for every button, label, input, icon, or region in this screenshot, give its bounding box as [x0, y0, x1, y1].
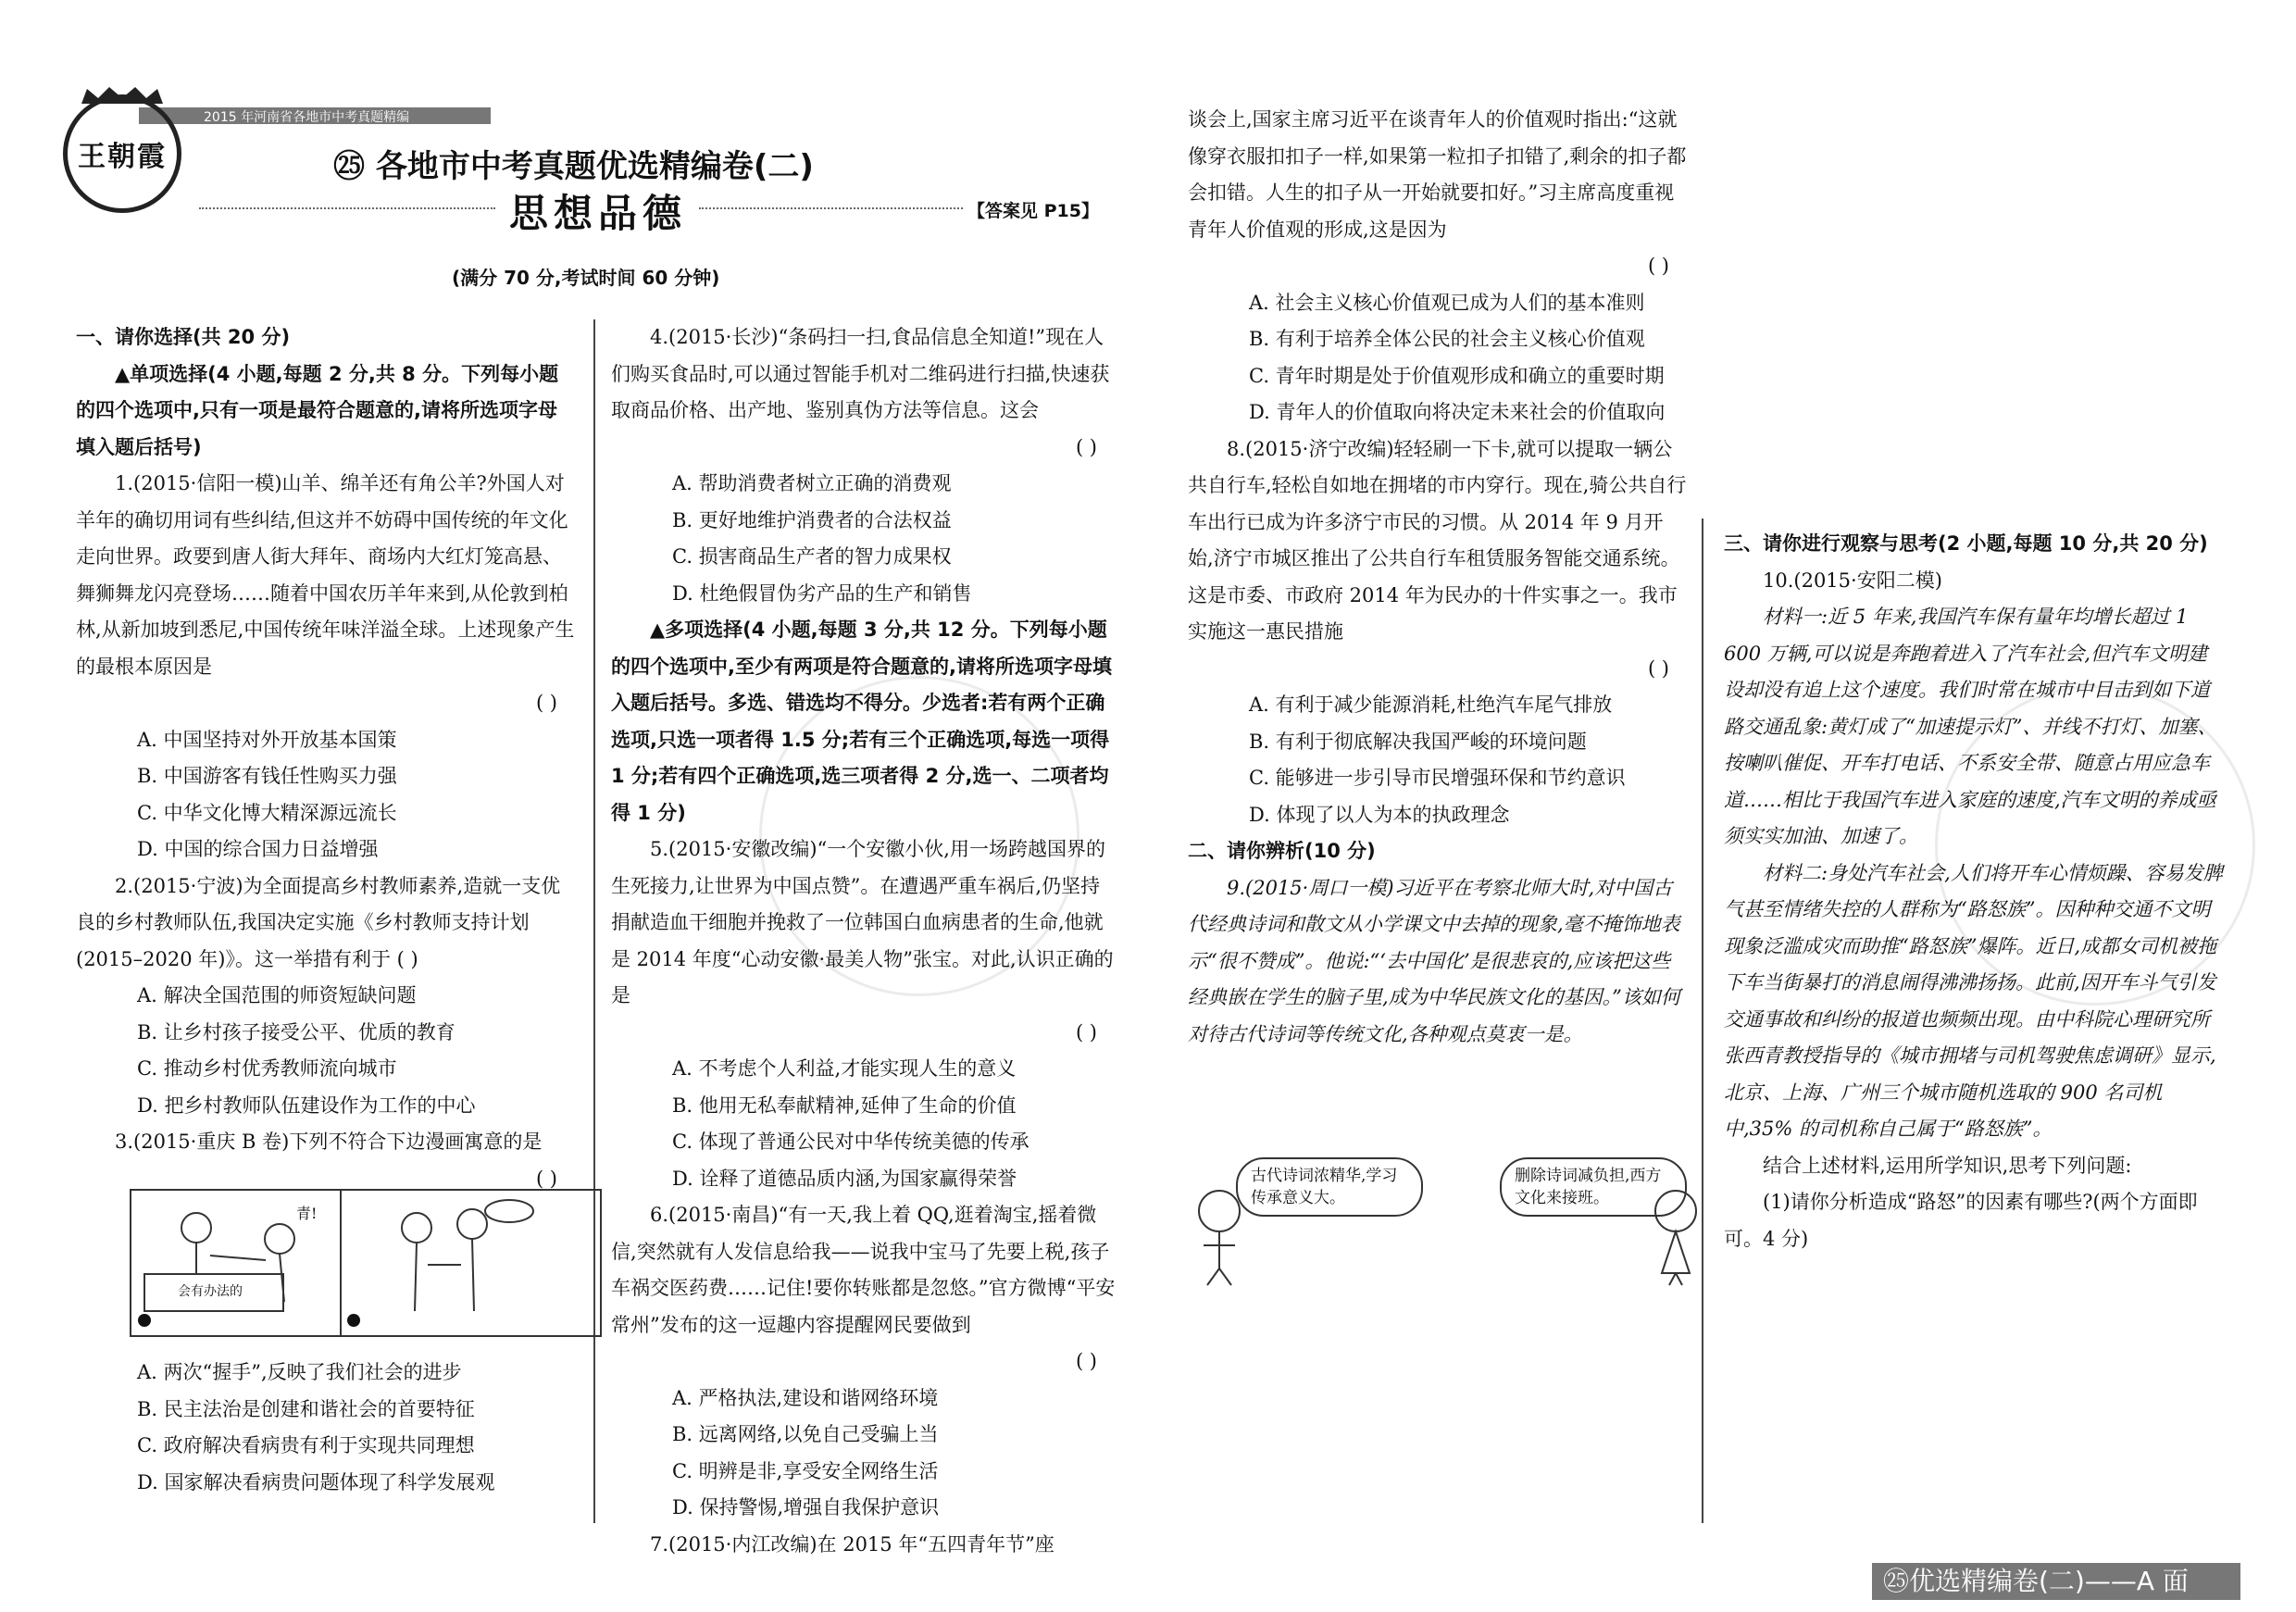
paper-title: ㉕ 各地市中考真题优选精编卷(二)	[333, 148, 814, 185]
question-5: 5.(2015·安徽改编)“一个安徽小伙,用一场跨越国界的生死接力,让世界为中国点赞”。在遭遇严重车祸后,仍坚持捐献造血干细胞并挽救了一位韩国白血病患者的生命,他就是 2014 年度“心动安徽·最美人物”张宝。对此,认识正确的是	[611, 838, 1114, 1006]
answer-bracket: ( )	[1075, 435, 1097, 458]
answer-bracket: ( )	[1075, 1020, 1097, 1043]
option: C. 体现了普通公民对中华传统美德的传承	[672, 1131, 1029, 1153]
option: C. 明辨是非,享受安全网络生活	[672, 1459, 939, 1482]
option: C. 政府解决看病贵有利于实现共同理想	[137, 1434, 475, 1456]
answer-bracket: ( )	[535, 1167, 557, 1190]
instruction: ▲单项选择(4 小题,每题 2 分,共 8 分。下列每小题的四个选项中,只有一项是最符合题意的,请将所选项字母填入题后括号)	[76, 362, 559, 458]
series-strip	[139, 107, 491, 124]
option: C. 能够进一步引导市民增强环保和节约意识	[1249, 767, 1626, 789]
option: D. 把乡村教师队伍建设作为工作的中心	[137, 1093, 476, 1117]
option: D. 中国的综合国力日益增强	[137, 838, 379, 860]
option: A. 中国坚持对外开放基本国策	[137, 728, 397, 751]
option: D. 国家解决看病贵问题体现了科学发展观	[137, 1470, 495, 1493]
question-1: 1.(2015·信阳一模)山羊、绵羊还有角公羊?外国人对羊年的确切用词有些纠结,但这并不妨碍中国传统的年文化走向世界。政要到唐人街大拜年、商场内大红灯笼高悬、舞狮舞龙闪亮登场……随着中国农历羊年来到,从伦敦到柏林,从新加坡到悉尼,中国传统年味洋溢全球。上述现象产生的最根本原因是	[76, 472, 575, 678]
cartoon-caption: 会有办法的	[178, 1284, 243, 1299]
section-heading: 二、请你辨析(10 分)	[1188, 840, 1376, 862]
material-2: 材料二:身处汽车社会,人们将开车心情烦躁、容易发脾气甚至情绪失控的人群称为“路怒族”。因种种交通不文明现象泛滥成灾而助推“路怒族”爆阵。近日,成都女司机被拖下车当街暴打的消息闹得沸沸扬扬。此前,因开车斗气引发交通事故和纠纷的报道也频频出现。由中科院心理研究所张西青教授指导的《城市拥堵与司机驾驶焦虑调研》显示,北京、上海、广州三个城市随机选取的 900 名司机中,35% 的司机称自己属于“路怒族”。	[1724, 861, 2223, 1140]
series-text: 2015 年河南省各地市中考真题精编	[204, 110, 410, 125]
option: A. 不考虑个人利益,才能实现人生的意义	[672, 1057, 1017, 1080]
question-8: 8.(2015·济宁改编)轻轻刷一下卡,就可以提取一辆公共自行车,轻松自如地在拥堵的市内穿行。现在,骑公共自行车出行已成为许多济宁市民的习惯。从 2014 年 9 月开始,济宁市城区推出了公共自行车租赁服务智能交通系统。这是市委、市政府 2014 年为民办的十件实事之一。我市实施这一惠民措施	[1188, 437, 1687, 643]
q3-cartoon	[130, 1189, 602, 1337]
question-9: 9.(2015·周口一模)习近平在考察北师大时,对中国古代经典诗词和散文从小学课文中去掉的现象,毫不掩饰地表示“很不赞成”。他说:“‘去中国化’是很悲哀的,应该把这些经典嵌在学生的脑子里,成为中华民族文化的基因。”该如何对待古代诗词等传统文化,各种观点莫衷一是。	[1188, 876, 1680, 1045]
title-rule-left	[199, 207, 495, 209]
option: A. 两次“握手”,反映了我们社会的进步	[137, 1361, 462, 1383]
title-rule-right	[699, 207, 963, 209]
option: D. 体现了以人为本的执政理念	[1249, 803, 1510, 826]
option: B. 远离网络,以免自己受骗上当	[672, 1423, 939, 1445]
option: D. 青年人的价值取向将决定未来社会的价值取向	[1249, 401, 1666, 423]
answer-bracket: ( )	[535, 692, 557, 714]
column-divider	[1702, 519, 1703, 1523]
instruction: ▲多项选择(4 小题,每题 3 分,共 12 分。下列每小题的四个选项中,至少有两项是符合题意的,请将所选项字母填入题后括号。多选、错选均不得分。少选者:若有两个正确选项,只选一项者得 1.5 分;若有三个正确选项,每选一项得 1 分;若有四个正确选项,选三项者得 2 分,选一、二项者均得 1 分)	[611, 619, 1112, 824]
score-info: (满分 70 分,考试时间 60 分钟)	[452, 267, 720, 289]
option: C. 中华文化博大精深源远流长	[137, 801, 397, 824]
option: B. 中国游客有钱任性购买力强	[137, 765, 397, 787]
publisher-logo	[63, 94, 181, 213]
option: B. 他用无私奉献精神,延伸了生命的价值	[672, 1093, 1017, 1117]
girl-figure-icon	[1643, 1185, 1708, 1287]
question-10-1: (1)请你分析造成“路怒”的因素有哪些?(两个方面即可。4 分)	[1724, 1191, 2198, 1250]
answer-bracket: ( )	[1075, 1350, 1097, 1372]
question-prompt: 结合上述材料,运用所学知识,思考下列问题:	[1763, 1154, 2132, 1177]
question-4: 4.(2015·长沙)“条码扫一扫,食品信息全知道!”现在人们购买食品时,可以通过智能手机对二维码进行扫描,快速获取商品价格、出产地、鉴别真伪方法等信息。这会	[611, 326, 1110, 421]
option: B. 让乡村孩子接受公平、优质的教育	[137, 1020, 455, 1043]
logo-text: 王朝霞	[78, 141, 167, 173]
column-4	[1724, 526, 2224, 1257]
answer-bracket: ( )	[1647, 656, 1669, 680]
boy-figure-icon	[1187, 1185, 1252, 1287]
material-1: 材料一:近 5 年来,我国汽车保有量年均增长超过 1 600 万辆,可以说是奔跑着进入了汽车社会,但汽车文明建设却没有追上这个速度。我们时常在城市中目击到如下道路交通乱象:黄灯成了“加速提示灯”、并线不打灯、加塞、按喇叭催促、开车打电话、不系安全带、随意占用应急车道……相比于我国汽车进入家庭的速度,汽车文明的养成亟须实实加油、加速了。	[1724, 606, 2217, 847]
option: A. 帮助消费者树立正确的消费观	[672, 472, 952, 494]
answer-reference: 【答案见 P15】	[967, 201, 1099, 221]
option: D. 诠释了道德品质内涵,为国家赢得荣誉	[672, 1167, 1017, 1190]
option: B. 有利于培养全体公民的社会主义核心价值观	[1249, 328, 1645, 350]
speech-bubble-left: 古代诗词浓精华,学习传承意义大。	[1236, 1157, 1423, 1217]
question-7: 7.(2015·内江改编)在 2015 年“五四青年节”座	[650, 1532, 1054, 1556]
option: C. 青年时期是处于价值观形成和确立的重要时期	[1249, 364, 1665, 387]
option: C. 损害商品生产者的智力成果权	[672, 545, 952, 568]
answer-bracket: ( )	[1647, 255, 1669, 277]
cartoon-shout: 青!	[296, 1205, 318, 1222]
cartoon-divider	[340, 1191, 342, 1335]
column-divider	[593, 319, 595, 1523]
section-heading: 三、请你进行观察与思考(2 小题,每题 10 分,共 20 分)	[1724, 532, 2208, 555]
question-10: 10.(2015·安阳二模)	[1763, 569, 1942, 592]
column-3	[1188, 102, 1688, 1053]
question-3: 3.(2015·重庆 B 卷)下列不符合下边漫画寓意的是	[115, 1131, 543, 1153]
section-heading: 一、请你选择(共 20 分)	[76, 326, 291, 348]
option: A. 社会主义核心价值观已成为人们的基本准则	[1249, 291, 1645, 314]
option: C. 推动乡村优秀教师流向城市	[137, 1057, 397, 1080]
cartoon-panel-right	[343, 1191, 602, 1335]
option: A. 解决全国范围的师资短缺问题	[137, 984, 417, 1006]
option: B. 有利于彻底解决我国严峻的环境问题	[1249, 730, 1587, 753]
question-2: 2.(2015·宁波)为全面提高乡村教师素养,造就一支优良的乡村教师队伍,我国决定实施《乡村教师支持计划(2015–2020 年)》。这一举措有利于 ( )	[76, 874, 561, 970]
subject-title: 思想品德	[509, 191, 688, 236]
option: B. 更好地维护消费者的合法权益	[672, 508, 952, 531]
option: A. 严格执法,建设和谐网络环境	[672, 1386, 939, 1409]
option: D. 保持警惕,增强自我保护意识	[672, 1496, 940, 1518]
speech-bubble-right: 删除诗词减负担,西方文化来接班。	[1500, 1157, 1687, 1217]
option: D. 杜绝假冒伪劣产品的生产和销售	[672, 581, 972, 605]
option: A. 有利于减少能源消耗,杜绝汽车尾气排放	[1249, 694, 1613, 716]
page-footer: ㉕优选精编卷(二)——A 面	[1872, 1563, 2240, 1600]
question-6: 6.(2015·南昌)“有一天,我上着 QQ,逛着淘宝,摇着微信,突然就有人发信息给我——说我中宝马了先要上税,孩子车祸交医药费……记住!要你转账都是忽悠。”官方微博“平安常州”发布的这一逗趣内容提醒网民要做到	[611, 1204, 1116, 1336]
question-7-continued: 谈会上,国家主席习近平在谈青年人的价值观时指出:“这就像穿衣服扣扣子一样,如果第一粒扣子扣错了,剩余的扣子都会扣错。人生的扣子从一开始就要扣好。”习主席高度重视青年人价值观的形成,这是因为	[1188, 108, 1687, 241]
column-2	[611, 319, 1116, 1563]
option: B. 民主法治是创建和谐社会的首要特征	[137, 1397, 475, 1420]
